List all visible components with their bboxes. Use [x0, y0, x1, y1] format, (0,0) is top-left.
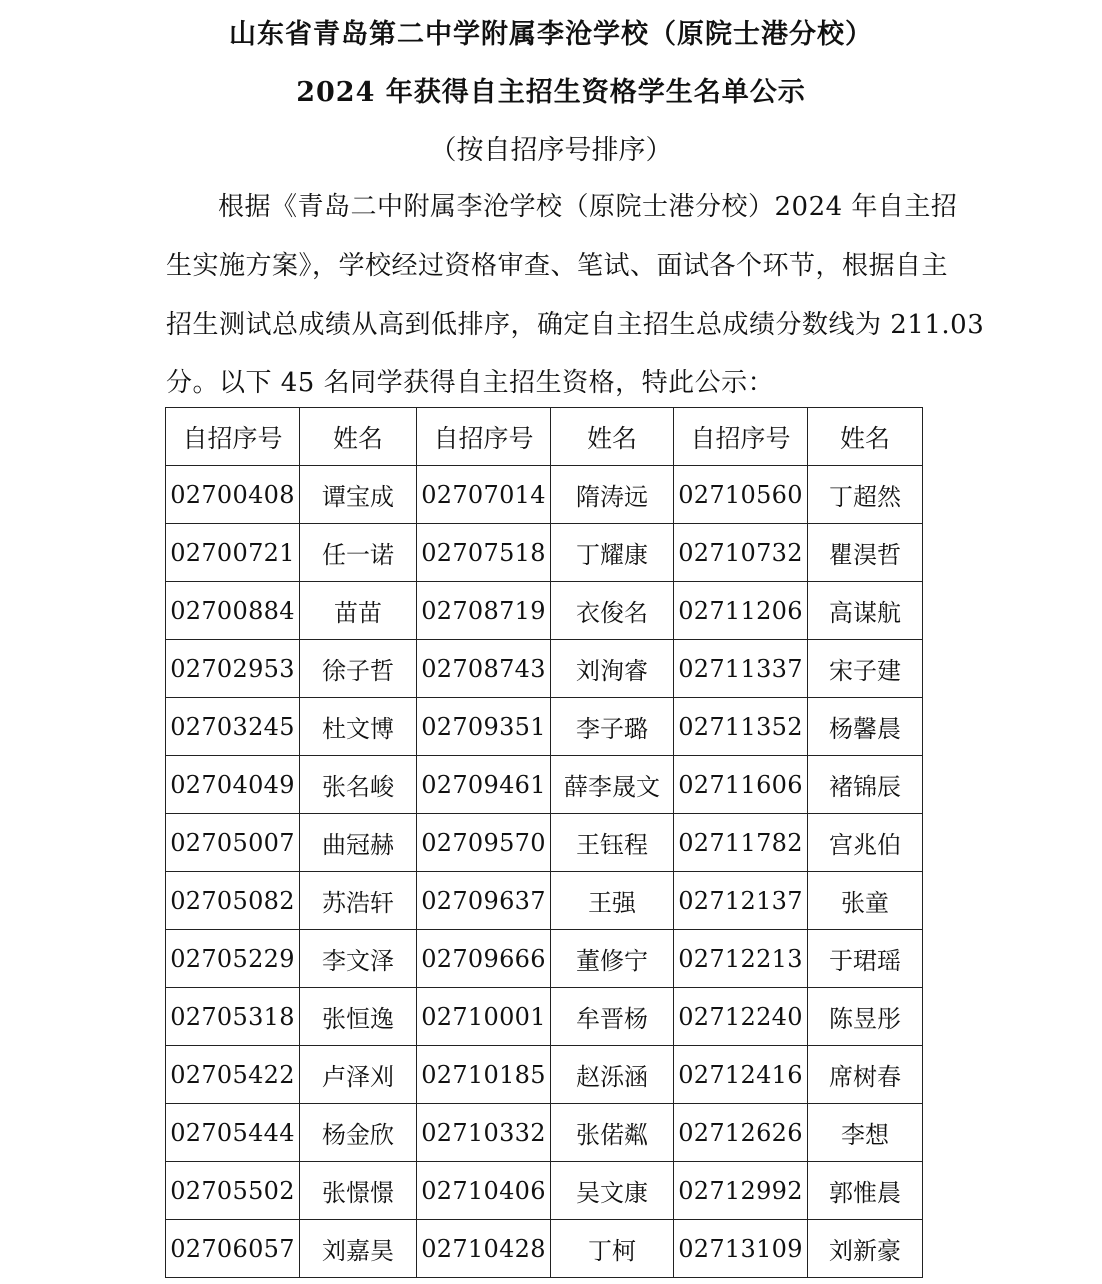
- table-row: [166, 698, 923, 756]
- column-header-id: 自招序号: [674, 408, 808, 466]
- student-id-cell: 02705082: [166, 872, 300, 930]
- student-id-cell: 02710185: [417, 1046, 551, 1104]
- student-id-cell: 02711206: [674, 582, 808, 640]
- student-id-cell: 02700884: [166, 582, 300, 640]
- student-id-cell: 02709351: [417, 698, 551, 756]
- student-id-cell: 02711352: [674, 698, 808, 756]
- student-id-cell: 02710001: [417, 988, 551, 1046]
- student-id-cell: 02709461: [417, 756, 551, 814]
- student-id-cell: 02712213: [674, 930, 808, 988]
- student-id-cell: 02708743: [417, 640, 551, 698]
- student-name-cell: 苗苗: [300, 582, 417, 640]
- student-id-cell: 02706057: [166, 1220, 300, 1278]
- student-name-cell: 张憬憬: [300, 1162, 417, 1220]
- student-name-cell: 宫兆伯: [808, 814, 923, 872]
- paragraph-line-4: 分。以下 45 名同学获得自主招生资格，特此公示：: [166, 368, 775, 398]
- student-name-cell: 苏浩轩: [300, 872, 417, 930]
- table-row: [166, 872, 923, 930]
- student-name-cell: 徐子哲: [300, 640, 417, 698]
- paragraph-line-3: 招生测试总成绩从高到低排序，确定自主招生总成绩分数线为 211.03: [166, 310, 985, 340]
- student-id-cell: 02712137: [674, 872, 808, 930]
- student-name-cell: 谭宝成: [300, 466, 417, 524]
- student-name-cell: 高谋航: [808, 582, 923, 640]
- student-id-cell: 02712992: [674, 1162, 808, 1220]
- student-id-cell: 02712240: [674, 988, 808, 1046]
- student-name-cell: 李文泽: [300, 930, 417, 988]
- column-header-name: 姓名: [300, 408, 417, 466]
- student-id-cell: 02703245: [166, 698, 300, 756]
- student-id-cell: 02710406: [417, 1162, 551, 1220]
- paragraph-line-1: 根据《青岛二中附属李沧学校（原院士港分校）2024 年自主招: [218, 192, 958, 222]
- student-name-cell: 张恒逸: [300, 988, 417, 1046]
- document-title-line2: 2024 年获得自主招生资格学生名单公示: [296, 77, 806, 108]
- student-name-cell: 丁柯: [551, 1220, 674, 1278]
- student-name-cell: 褚锦辰: [808, 756, 923, 814]
- student-name-cell: 张童: [808, 872, 923, 930]
- student-id-cell: 02707014: [417, 466, 551, 524]
- student-id-cell: 02709666: [417, 930, 551, 988]
- student-id-cell: 02710732: [674, 524, 808, 582]
- table-row: [166, 524, 923, 582]
- table-row: [166, 640, 923, 698]
- student-id-cell: 02710560: [674, 466, 808, 524]
- column-header-name: 姓名: [808, 408, 923, 466]
- student-name-cell: 刘洵睿: [551, 640, 674, 698]
- student-name-cell: 宋子建: [808, 640, 923, 698]
- student-name-cell: 隋涛远: [551, 466, 674, 524]
- student-name-cell: 丁超然: [808, 466, 923, 524]
- student-name-cell: 吴文康: [551, 1162, 674, 1220]
- column-header-name: 姓名: [551, 408, 674, 466]
- paragraph-line-2: 生实施方案》，学校经过资格审查、笔试、面试各个环节，根据自主: [166, 251, 949, 281]
- student-id-cell: 02704049: [166, 756, 300, 814]
- student-id-cell: 02705422: [166, 1046, 300, 1104]
- table-row: [166, 1104, 923, 1162]
- table-row: [166, 756, 923, 814]
- table-row: [166, 1046, 923, 1104]
- student-name-cell: 杨金欣: [300, 1104, 417, 1162]
- student-id-cell: 02710332: [417, 1104, 551, 1162]
- column-header-id: 自招序号: [166, 408, 300, 466]
- student-name-cell: 杨馨晨: [808, 698, 923, 756]
- table-row: [166, 1162, 923, 1220]
- student-id-cell: 02708719: [417, 582, 551, 640]
- student-name-cell: 李想: [808, 1104, 923, 1162]
- student-name-cell: 丁耀康: [551, 524, 674, 582]
- student-id-cell: 02705229: [166, 930, 300, 988]
- student-id-cell: 02702953: [166, 640, 300, 698]
- student-id-cell: 02709637: [417, 872, 551, 930]
- student-name-cell: 赵泺涵: [551, 1046, 674, 1104]
- table-row: [166, 1220, 923, 1278]
- student-id-cell: 02700408: [166, 466, 300, 524]
- admission-list-table: [165, 407, 923, 1278]
- student-id-cell: 02705444: [166, 1104, 300, 1162]
- student-name-cell: 陈昱彤: [808, 988, 923, 1046]
- student-id-cell: 02711606: [674, 756, 808, 814]
- student-name-cell: 刘新豪: [808, 1220, 923, 1278]
- student-name-cell: 薛李晟文: [551, 756, 674, 814]
- table-body: [166, 466, 923, 1278]
- table-row: [166, 582, 923, 640]
- student-id-cell: 02712626: [674, 1104, 808, 1162]
- student-name-cell: 于珺瑶: [808, 930, 923, 988]
- student-id-cell: 02711782: [674, 814, 808, 872]
- student-name-cell: 董修宁: [551, 930, 674, 988]
- student-name-cell: 席树春: [808, 1046, 923, 1104]
- student-name-cell: 张名峻: [300, 756, 417, 814]
- student-id-cell: 02709570: [417, 814, 551, 872]
- student-id-cell: 02713109: [674, 1220, 808, 1278]
- student-name-cell: 牟晋杨: [551, 988, 674, 1046]
- student-name-cell: 李子璐: [551, 698, 674, 756]
- student-name-cell: 杜文博: [300, 698, 417, 756]
- student-name-cell: 任一诺: [300, 524, 417, 582]
- student-name-cell: 瞿淏哲: [808, 524, 923, 582]
- student-id-cell: 02707518: [417, 524, 551, 582]
- student-id-cell: 02710428: [417, 1220, 551, 1278]
- table-row: [166, 814, 923, 872]
- student-name-cell: 王强: [551, 872, 674, 930]
- column-header-id: 自招序号: [417, 408, 551, 466]
- student-name-cell: 衣俊名: [551, 582, 674, 640]
- student-name-cell: 郭惟晨: [808, 1162, 923, 1220]
- table-row: [166, 988, 923, 1046]
- table-row: [166, 466, 923, 524]
- student-id-cell: 02700721: [166, 524, 300, 582]
- student-name-cell: 曲冠赫: [300, 814, 417, 872]
- student-id-cell: 02711337: [674, 640, 808, 698]
- student-name-cell: 王钰程: [551, 814, 674, 872]
- student-id-cell: 02705502: [166, 1162, 300, 1220]
- document-title: 山东省青岛第二中学附属李沧学校（原院士港分校）: [229, 19, 873, 50]
- student-id-cell: 02705318: [166, 988, 300, 1046]
- student-name-cell: 卢泽刈: [300, 1046, 417, 1104]
- student-name-cell: 刘嘉昊: [300, 1220, 417, 1278]
- table-header-row: [166, 408, 923, 466]
- student-name-cell: 张偌粼: [551, 1104, 674, 1162]
- student-id-cell: 02705007: [166, 814, 300, 872]
- table-row: [166, 930, 923, 988]
- student-id-cell: 02712416: [674, 1046, 808, 1104]
- document-subtitle: （按自招序号排序）: [429, 135, 673, 166]
